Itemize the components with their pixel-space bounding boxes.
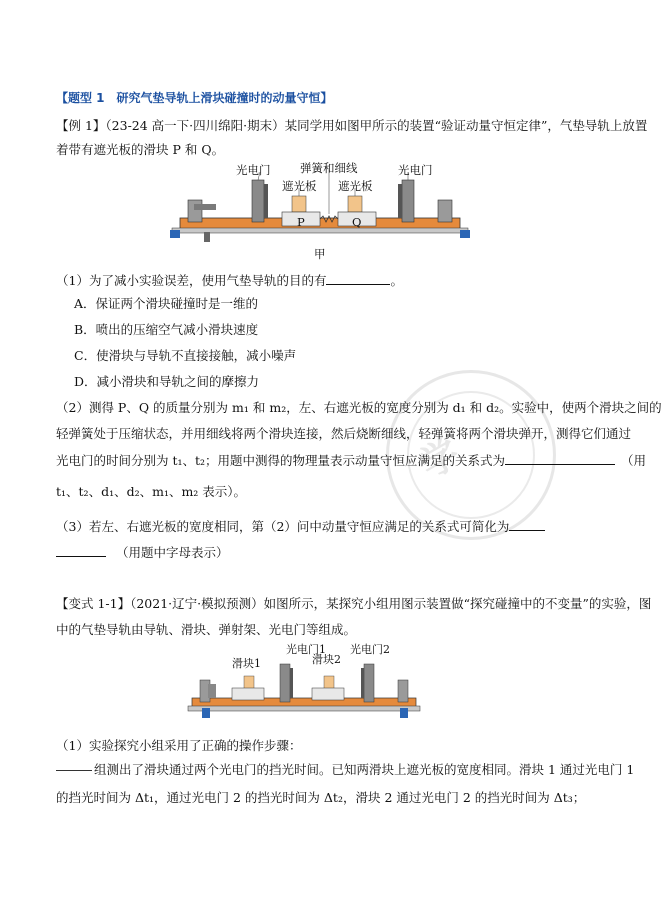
example1-intro-line2: 着带有遮光板的滑块 P 和 Q。 <box>56 142 225 157</box>
q2-line3: 光电门的时间分别为 t₁、t₂；用题中测得的物理量表示动量守恒应满足的关系式为 （用 <box>56 453 647 468</box>
variant-text-line2: 的挡光时间为 Δt₁，通过光电门 2 的挡光时间为 Δt₂，滑块 2 通过光电门 2 的挡光时间为 Δt₃； <box>56 790 586 805</box>
q2-line4: t₁、t₂、d₁、d₂、m₁、m₂ 表示）。 <box>56 484 247 499</box>
option-d: D．减小滑块和导轨之间的摩擦力 <box>74 374 260 389</box>
option-b: B．喷出的压缩空气减小滑块速度 <box>74 322 259 337</box>
fig2-label-slider2: 滑块2 <box>312 653 341 666</box>
fig1-block-p: P <box>297 215 305 229</box>
variant-text-line1: 组测出了滑块通过两个光电门的挡光时间。已知两滑块上遮光板的宽度相同。滑块 1 通过光电门 1 <box>56 762 634 778</box>
fig2-label-slider1: 滑块1 <box>232 657 261 670</box>
fig2-label-gate2: 光电门2 <box>350 643 390 656</box>
variant-intro-line2: 中的气垫导轨由导轨、滑块、弹射架、光电门等组成。 <box>56 622 357 637</box>
fig1-label-shade-left: 遮光板 <box>282 179 317 193</box>
fig1-block-q: Q <box>352 215 362 229</box>
fig2-label-gate1: 光电门1 <box>286 643 326 656</box>
fig1-label-gate-left: 光电门 <box>236 163 271 177</box>
option-a: A．保证两个滑块碰撞时是一维的 <box>74 296 259 311</box>
variant-intro-line1: 【变式 1-1】（2021·辽宁·模拟预测）如图所示，某探究小组用图示装置做“探究碰撞中的不变量”的实验，图 <box>56 596 652 611</box>
option-c: C．使滑块与导轨不直接接触，减小噪声 <box>74 348 297 363</box>
variant-air-track-figure <box>186 658 422 728</box>
variant-q1: （1）实验探究小组采用了正确的操作步骤： <box>56 738 302 753</box>
fig1-label-spring: 弹簧和细线 <box>300 161 358 175</box>
fig1-caption: 甲 <box>314 247 326 261</box>
q3-line2: （用题中字母表示） <box>56 544 229 561</box>
q1-text: （1）为了减小实验误差，使用气垫导轨的目的有 。 <box>56 273 403 288</box>
section-title: 【题型 1 研究气垫导轨上滑块碰撞时的动量守恒】 <box>56 91 333 105</box>
q2-line2: 轻弹簧处于压缩状态，并用细线将两个滑块连接，然后烧断细线，轻弹簧将两个滑块弹开，测得它们通过 <box>56 426 632 441</box>
watermark-text: 学 <box>412 429 468 488</box>
q2-line1: （2）测得 P、Q 的质量分别为 m₁ 和 m₂，左、右遮光板的宽度分别为 d₁ 和 d₂。实验中，使两个滑块之间的 <box>56 400 662 415</box>
example1-intro-line1: 【例 1】（23-24 高一下·四川绵阳·期末）某同学用如图甲所示的装置“验证动量守恒定律”，气垫导轨上放置 <box>56 118 648 133</box>
fig1-label-gate-right: 光电门 <box>398 163 433 177</box>
fig1-label-shade-right: 遮光板 <box>338 179 373 193</box>
q3-line1: （3）若左、右遮光板的宽度相同，第（2）问中动量守恒应满足的关系式可简化为 <box>56 518 545 535</box>
